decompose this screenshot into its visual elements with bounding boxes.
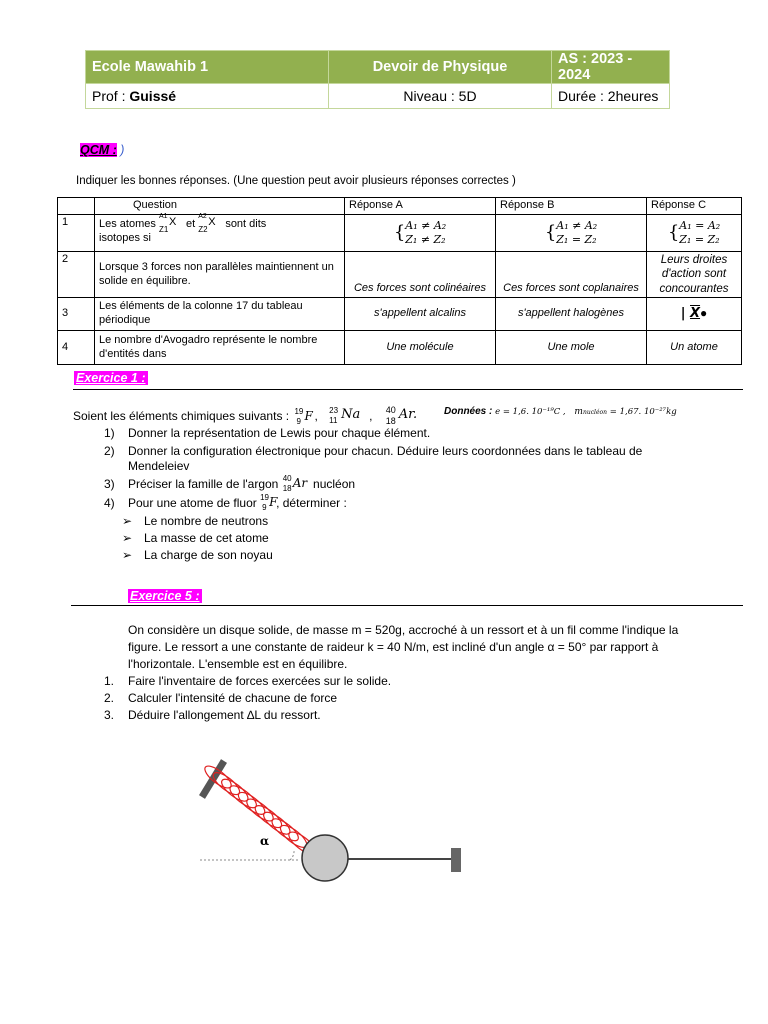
- table-row: [58, 215, 742, 252]
- spring-disk-figure: [190, 755, 470, 890]
- item-number: 1.: [104, 674, 115, 688]
- data-m-val: = 1,67. 10⁻²⁷kg: [609, 407, 677, 417]
- element-box: | X: [680, 306, 701, 321]
- qcm-table: [57, 197, 742, 365]
- isotope-2-num: Z2: [198, 225, 208, 234]
- table-row: [58, 252, 742, 298]
- list-item: [104, 674, 392, 688]
- list-item: [104, 444, 643, 458]
- q1-text-c: sont dits: [225, 218, 267, 230]
- angle-arc: [290, 850, 294, 860]
- item-text-b: nucléon: [313, 477, 356, 491]
- list-item: [104, 493, 347, 512]
- ar-inline-sym: Ar: [292, 476, 308, 490]
- q1-text-d: isotopes si: [99, 231, 151, 244]
- f-inline-sym: F: [269, 495, 278, 509]
- b-line1: A₁ ≠ A₂: [556, 218, 598, 232]
- row-question: Lorsque 3 forces non parallèles maintiennent un solide en équilibre.: [95, 252, 345, 298]
- isotope-1: [158, 213, 183, 234]
- answer-c[interactable]: [647, 298, 742, 331]
- item-number: 2): [104, 444, 115, 458]
- school-year: AS : 2023 - 2024: [552, 51, 670, 84]
- element-ar: [384, 405, 428, 426]
- bullet-text: La charge de son noyau: [144, 548, 273, 562]
- header-table: [85, 50, 670, 109]
- spring-coil: [269, 815, 302, 844]
- element-symbol: X: [690, 306, 701, 321]
- isotope-2-mass: A2: [198, 213, 207, 220]
- divider: [71, 605, 743, 606]
- qcm-col-b: Réponse B: [496, 198, 647, 215]
- exercise1-label: Exercice 1 :: [76, 371, 146, 385]
- exercise5-para-line: On considère un disque solide, de masse m = 520g, accroché à un ressort et à un fil comme l'indique la: [128, 623, 679, 637]
- spring-coil: [244, 795, 277, 824]
- na-num: 11: [329, 416, 338, 425]
- ar-sym: Ar.: [398, 407, 418, 422]
- element-ar-inline: [282, 474, 310, 493]
- qcm-instruction: Indiquer les bonnes réponses. (Une question peut avoir plusieurs réponses correctes ): [76, 175, 516, 187]
- answer-c[interactable]: Leurs droites d'action sont concourantes: [647, 252, 742, 298]
- qcm-label-text: QCM :: [80, 143, 117, 157]
- answer-a[interactable]: Une molécule: [345, 331, 496, 365]
- data-m-sub: nucléon: [582, 409, 608, 416]
- data-e: e = 1,6. 10⁻¹⁹C ,: [495, 407, 566, 417]
- divider: [73, 389, 743, 390]
- answer-b[interactable]: s'appellent halogènes: [496, 298, 647, 331]
- bullet-text: La masse de cet atome: [144, 531, 269, 545]
- alpha-label: α: [260, 834, 270, 848]
- list-item: [104, 691, 338, 705]
- qcm-label-tail: ): [120, 143, 125, 157]
- prof-cell: [86, 84, 329, 109]
- ar-num: 18: [385, 416, 396, 426]
- exercise1-data: [444, 406, 677, 417]
- item-text-continuation: Mendeleiev: [128, 459, 190, 473]
- qcm-col-c: Réponse C: [647, 198, 742, 215]
- item-text: Déduire l'allongement ∆L du ressort.: [128, 708, 321, 722]
- exercise5-para-line: figure. Le ressort a une constante de raideur k = 40 N/m, est incliné d'un angle α = 50° par rapport à: [128, 640, 659, 654]
- row-num: 3: [58, 298, 95, 331]
- right-support: [451, 848, 461, 872]
- item-text: Donner la représentation de Lewis pour chaque élément.: [128, 426, 431, 440]
- brace-icon: {: [393, 221, 406, 243]
- arrow-bullet-icon: ➢: [122, 514, 133, 528]
- item-text: Donner la configuration électronique pour chacun. Déduire leurs coordonnées dans le tableau de: [128, 444, 643, 458]
- b-line2: Z₁ = Z₂: [556, 233, 597, 246]
- exercise5-label: Exercice 5 :: [130, 589, 200, 603]
- isotope-1-mass: A1: [158, 213, 168, 220]
- a-line1: A₁ ≠ A₂: [405, 218, 447, 232]
- f-mass: 19: [294, 407, 304, 416]
- row-question: Les éléments de la colonne 17 du tableau périodique: [95, 298, 345, 331]
- a-line2: Z₁ ≠ Z₂: [405, 233, 446, 246]
- element-f: [292, 409, 314, 425]
- brace-icon: {: [544, 221, 557, 243]
- na-sym: Na: [341, 407, 361, 422]
- subject: Devoir de Physique: [329, 51, 552, 84]
- answer-b[interactable]: [496, 215, 647, 252]
- prof-prefix: Prof :: [92, 88, 130, 104]
- isotope-2: [198, 213, 222, 234]
- item-number: 3): [104, 477, 115, 491]
- arrow-bullet-icon: ➢: [122, 548, 133, 562]
- isotope-2-sym: X: [208, 216, 216, 228]
- row-question: [95, 215, 345, 252]
- q1-text-b: et: [186, 218, 196, 230]
- disk: [302, 835, 348, 881]
- isotope-1-sym: X: [168, 216, 177, 228]
- list-item: [104, 708, 321, 722]
- answer-a[interactable]: [345, 215, 496, 252]
- item-number: 2.: [104, 691, 115, 705]
- spring-coil: [210, 769, 243, 798]
- exercise1-intro: Soient les éléments chimiques suivants : 19 9 F , 23 11 Na , 40 18 Ar.: [73, 409, 428, 425]
- isotope-1-num: Z1: [158, 225, 169, 234]
- list-item: [104, 426, 431, 440]
- row-question: Le nombre d'Avogadro représente le nombre d'entités dans: [95, 331, 345, 365]
- f-inline-mass: 19: [260, 493, 269, 502]
- f-sym: F: [304, 409, 313, 423]
- prof-name: Guissé: [129, 88, 177, 104]
- table-row: [58, 298, 742, 331]
- ar-mass: 40: [385, 405, 396, 415]
- item-number: 3.: [104, 708, 115, 722]
- answer-a[interactable]: Ces forces sont colinéaires: [345, 252, 496, 298]
- item-text: [128, 474, 356, 493]
- ar-inline-mass: 40: [282, 474, 292, 483]
- list-item: [122, 514, 269, 528]
- answer-b[interactable]: Ces forces sont coplanaires: [496, 252, 647, 298]
- spring-coil: [252, 802, 285, 831]
- item-text-b: , déterminer :: [276, 496, 347, 510]
- item-number: 4): [104, 496, 115, 510]
- exercise5-para-line: l'horizontale. L'ensemble est en équilibre.: [128, 657, 348, 671]
- q1-text-a: Les atomes: [99, 218, 156, 230]
- element-f-inline: [260, 493, 278, 512]
- exercise1-title: [74, 369, 148, 387]
- brace-icon: {: [667, 221, 680, 243]
- qcm-col-question: Question: [95, 198, 345, 215]
- row-num: 2: [58, 252, 95, 298]
- list-item: [122, 531, 269, 545]
- data-label: Données :: [444, 406, 493, 417]
- item-text-a: Pour une atome de fluor: [128, 496, 257, 510]
- answer-a[interactable]: s'appellent alcalins: [345, 298, 496, 331]
- spring-coil: [235, 789, 268, 818]
- arrow-bullet-icon: ➢: [122, 531, 133, 545]
- level: Niveau : 5D: [329, 84, 552, 109]
- data-m: m: [574, 407, 583, 417]
- table-row: [58, 331, 742, 365]
- item-text: Faire l'inventaire de forces exercées sur le solide.: [128, 674, 392, 688]
- qcm-col-num: [58, 198, 95, 215]
- list-item: [122, 548, 273, 562]
- f-inline-num: 9: [262, 503, 267, 512]
- qcm-label: [80, 143, 124, 157]
- intro-text: Soient les éléments chimiques suivants :: [73, 409, 290, 423]
- dot-icon: ●: [700, 306, 708, 320]
- duration: Durée : 2heures: [552, 84, 670, 109]
- c-line1: A₁ = A₂: [679, 218, 721, 232]
- answer-b[interactable]: Une mole: [496, 331, 647, 365]
- item-text: [128, 493, 347, 512]
- answer-c[interactable]: [647, 215, 742, 252]
- bullet-text: Le nombre de neutrons: [144, 514, 269, 528]
- c-line2: Z₁ = Z₂: [679, 233, 720, 246]
- answer-c[interactable]: Un atome: [647, 331, 742, 365]
- item-text: Calculer l'intensité de chacune de force: [128, 691, 338, 705]
- item-text-a: Préciser la famille de l'argon: [128, 477, 279, 491]
- ar-inline-num: 18: [282, 484, 292, 493]
- na-mass: 23: [329, 406, 339, 415]
- row-num: 1: [58, 215, 95, 252]
- qcm-col-a: Réponse A: [345, 198, 496, 215]
- exercise5-title: [128, 587, 202, 605]
- spring-coil: [227, 782, 260, 811]
- list-item: [104, 474, 356, 493]
- school-name: Ecole Mawahib 1: [86, 51, 329, 84]
- f-num: 9: [296, 417, 301, 426]
- item-number: 1): [104, 426, 115, 440]
- element-na: [329, 406, 369, 425]
- spring-coil: [218, 776, 251, 805]
- row-num: 4: [58, 331, 95, 365]
